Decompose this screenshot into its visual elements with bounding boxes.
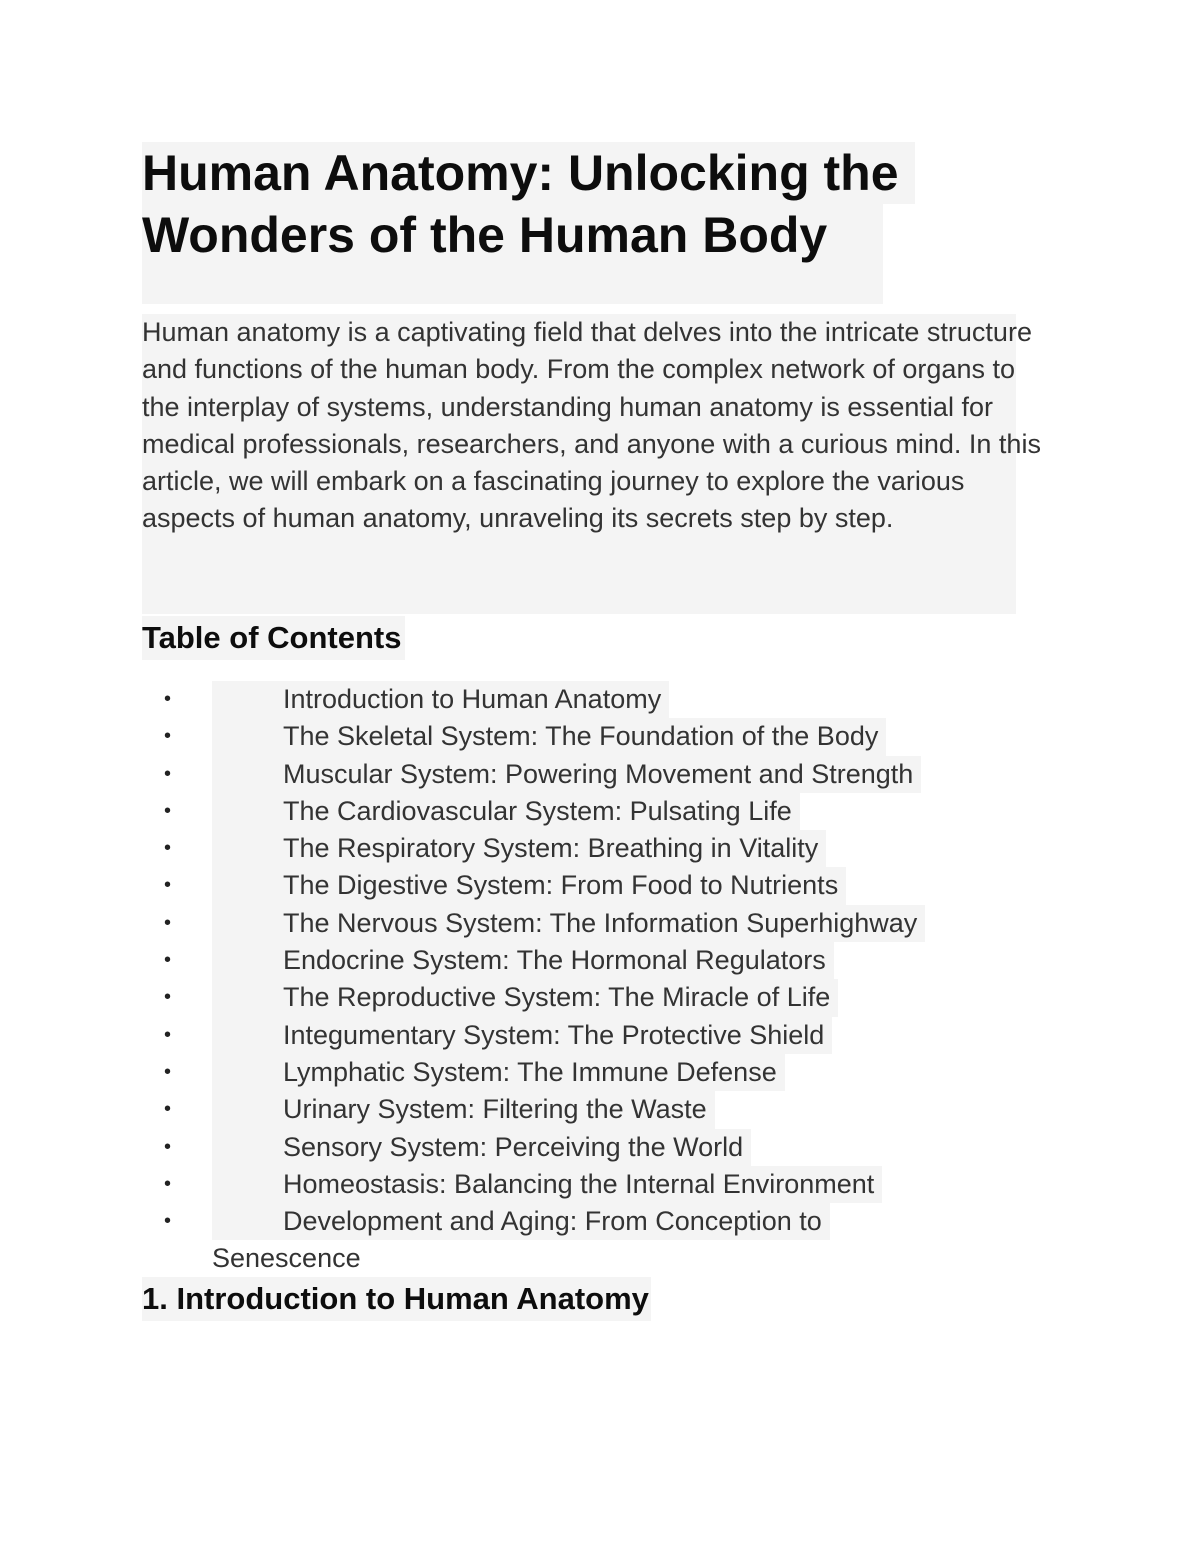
bullet-icon: • <box>164 1172 172 1195</box>
toc-item[interactable] <box>142 681 925 718</box>
toc-item-label: Integumentary System: The Protective Shield <box>212 1017 832 1054</box>
toc-item[interactable] <box>142 1129 925 1166</box>
toc-item-label: The Skeletal System: The Foundation of the Body <box>212 718 886 755</box>
bullet-icon: • <box>164 949 172 972</box>
toc-item-label: Lymphatic System: The Immune Defense <box>212 1054 785 1091</box>
toc-item-label: Urinary System: Filtering the Waste <box>212 1091 715 1128</box>
section-heading: 1. Introduction to Human Anatomy <box>142 1277 651 1321</box>
toc-item[interactable] <box>142 1091 925 1128</box>
toc-item[interactable] <box>142 793 925 830</box>
toc-item[interactable] <box>142 1054 925 1091</box>
toc-item-label: The Nervous System: The Information Superhighway <box>212 905 925 942</box>
bullet-icon: • <box>164 1060 172 1083</box>
toc-item-label: Muscular System: Powering Movement and Strength <box>212 756 921 793</box>
toc-item[interactable] <box>142 1166 925 1203</box>
page-title <box>142 142 958 304</box>
title-line-2: Wonders of the Human Body <box>142 207 828 263</box>
bullet-icon: • <box>164 1135 172 1158</box>
bullet-icon: • <box>164 799 172 822</box>
toc-item[interactable] <box>142 867 925 904</box>
bullet-icon: • <box>164 1098 172 1121</box>
bullet-icon: • <box>164 1023 172 1046</box>
bullet-icon: • <box>164 725 172 748</box>
toc-item[interactable] <box>142 905 925 942</box>
toc-item-continuation: Senescence <box>212 1243 361 1274</box>
toc-item[interactable] <box>142 830 925 867</box>
bullet-icon: • <box>164 911 172 934</box>
toc-item-label: Homeostasis: Balancing the Internal Environment <box>212 1166 882 1203</box>
toc-item-label: The Reproductive System: The Miracle of Life <box>212 979 838 1016</box>
toc-item[interactable] <box>142 1017 925 1054</box>
bullet-icon: • <box>164 874 172 897</box>
bullet-icon: • <box>164 762 172 785</box>
toc-item-label: The Digestive System: From Food to Nutrients <box>212 867 846 904</box>
toc-item[interactable] <box>142 718 925 755</box>
toc-item-label: The Cardiovascular System: Pulsating Life <box>212 793 800 830</box>
bullet-icon: • <box>164 986 172 1009</box>
toc-item[interactable] <box>142 756 925 793</box>
toc-item[interactable] <box>142 942 925 979</box>
toc-heading: Table of Contents <box>142 616 405 660</box>
title-line-1: Human Anatomy: Unlocking the <box>142 142 915 204</box>
toc-item-label: Introduction to Human Anatomy <box>212 681 669 718</box>
bullet-icon: • <box>164 688 172 710</box>
toc-item[interactable] <box>142 979 925 1016</box>
toc-item[interactable] <box>142 1203 925 1240</box>
bullet-icon: • <box>164 1210 172 1233</box>
bullet-icon: • <box>164 837 172 860</box>
toc-item-label: Endocrine System: The Hormonal Regulators <box>212 942 834 979</box>
toc-item-label: Sensory System: Perceiving the World <box>212 1129 751 1166</box>
toc-item-label: Development and Aging: From Conception to <box>212 1203 830 1240</box>
intro-paragraph <box>142 314 1042 538</box>
toc-item-label: The Respiratory System: Breathing in Vitality <box>212 830 826 867</box>
intro-text: Human anatomy is a captivating field that delves into the intricate structure and functions of the human body. From the complex network of organs to the interplay of systems, understanding human anatomy is essential for medical professionals, researchers, and anyone with a curious mind. In this article, we will embark on a fascinating journey to explore the various aspects of human anatomy, unraveling its secrets step by step. <box>142 317 1041 534</box>
table-of-contents <box>142 681 925 1278</box>
